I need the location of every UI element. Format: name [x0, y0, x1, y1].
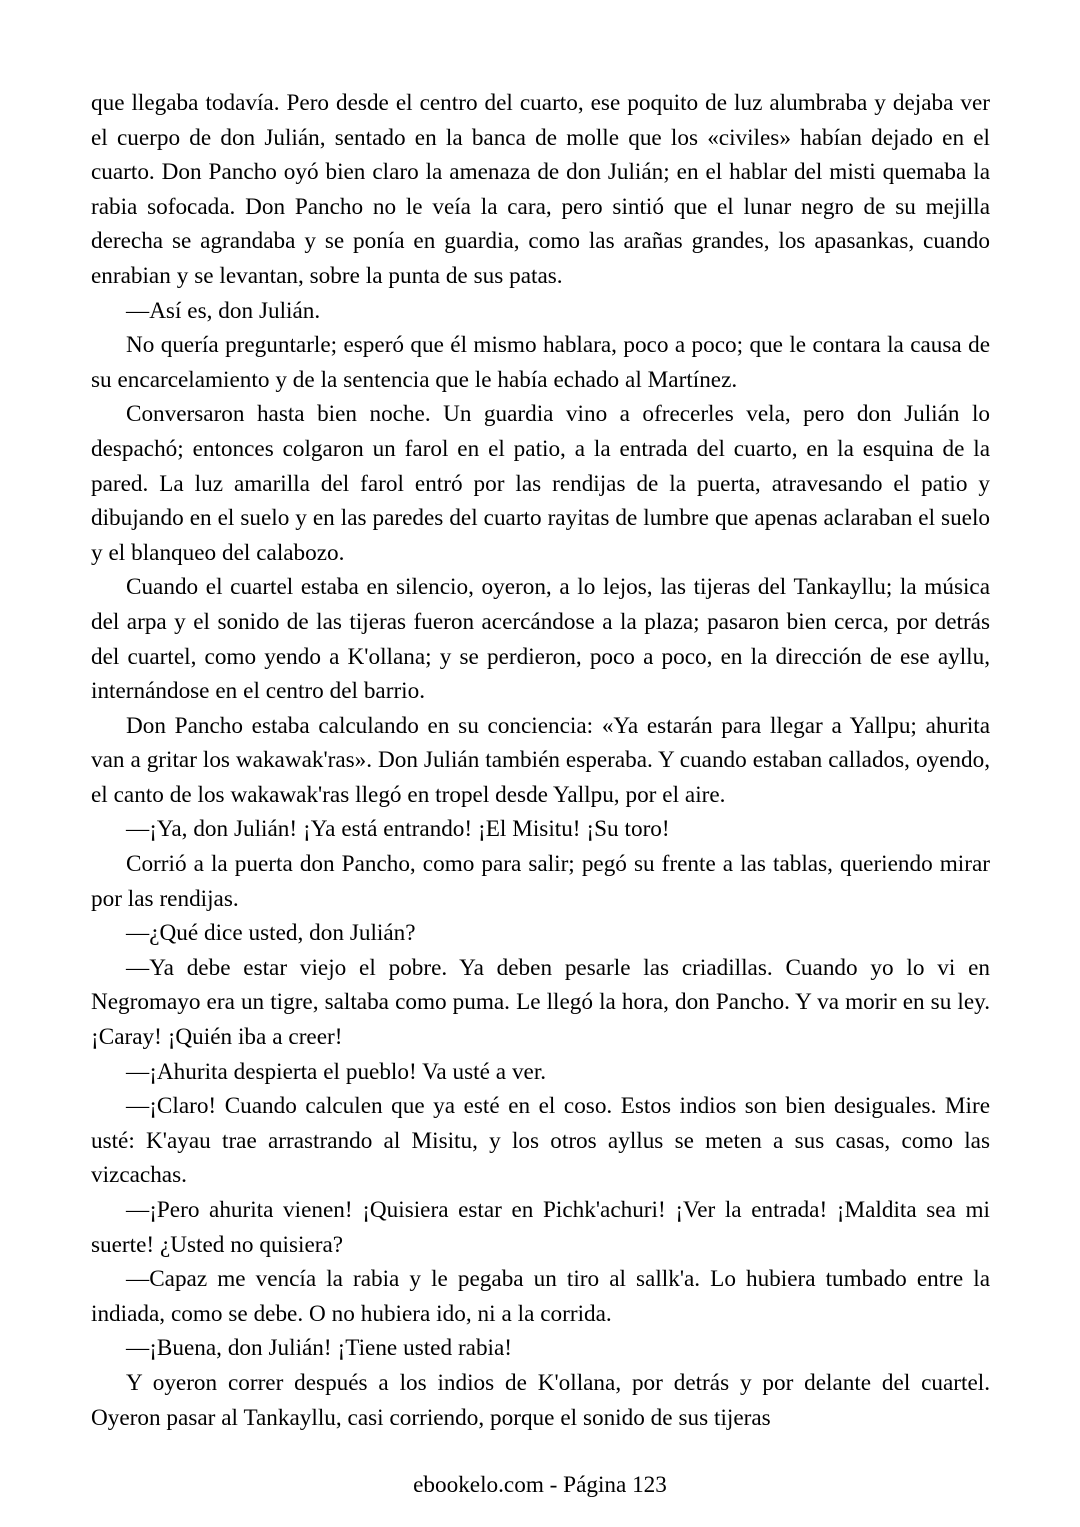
page-footer: ebookelo.com - Página 123 [413, 1472, 667, 1498]
paragraph-dialogue: —Ya debe estar viejo el pobre. Ya deben pesarle las criadillas. Cuando yo lo vi en Negromayo era un tigre, saltaba como puma. Le llegó la hora, don Pancho. Y va morir en su ley. ¡Caray! ¡Quién iba a creer! [91, 954, 990, 1051]
paragraph: Don Pancho estaba calculando en su conciencia: «Ya estarán para llegar a Yallpu; ahurita van a gritar los wakawak'ras». Don Julián también esperaba. Y cuando estaban callados, oyendo, el canto de los wakawak'ras llegó en tropel desde Yallpu, por el aire. [91, 712, 990, 808]
paragraph: No quería preguntarle; esperó que él mismo hablara, poco a poco; que le contara la causa de su encarcelamiento y de la sentencia que le había echado al Martínez. [91, 332, 990, 393]
paragraph-dialogue: —¡Ya, don Julián! ¡Ya está entrando! ¡El Misitu! ¡Su toro! [126, 816, 670, 843]
paragraph-dialogue: —¡Pero ahurita vienen! ¡Quisiera estar en Pichk'achuri! ¡Ver la entrada! ¡Maldita sea mi suerte! ¿Usted no quisiera? [91, 1197, 990, 1258]
paragraph-dialogue: —¡Ahurita despierta el pueblo! Va usté a ver. [126, 1058, 547, 1085]
body-text-column [91, 86, 990, 1435]
paragraph: Cuando el cuartel estaba en silencio, oyeron, a lo lejos, las tijeras del Tankayllu; la música del arpa y el sonido de las tijeras fueron acercándose a la plaza; pasaron bien cerca, por detrás del cuartel, como yendo a K'ollana; y se perdieron, poco a poco, en la dirección de ese ayllu, internándose en el centro del barrio. [91, 574, 990, 705]
paragraph: que llegaba todavía. Pero desde el centro del cuarto, ese poquito de luz alumbraba y dejaba ver el cuerpo de don Julián, sentado en la banca de molle que los «civiles» habían dejado en el cuarto. Don Pancho oyó bien claro la amenaza de don Julián; en el hablar del misti quemaba la rabia sofocada. Don Pancho no le veía la cara, pero sintió que el lunar negro de su mejilla derecha se agrandaba y se ponía en guardia, como las arañas grandes, los apasankas, cuando enrabian y se levantan, sobre la punta de sus patas. [91, 90, 990, 289]
paragraph: Conversaron hasta bien noche. Un guardia vino a ofrecerles vela, pero don Julián lo despachó; entonces colgaron un farol en el patio, a la entrada del cuarto, en la esquina de la pared. La luz amarilla del farol entró por las rendijas de la puerta, atravesando el patio y dibujando en el suelo y en las paredes del cuarto rayitas de lumbre que apenas aclaraban el suelo y el blanqueo del calabozo. [91, 401, 990, 566]
paragraph-dialogue: —Capaz me vencía la rabia y le pegaba un tiro al sallk'a. Lo hubiera tumbado entre la indiada, como se debe. O no hubiera ido, ni a la corrida. [91, 1266, 990, 1327]
paragraph-dialogue: —¡Claro! Cuando calculen que ya esté en el coso. Estos indios son bien desiguales. Mire usté: K'ayau trae arrastrando al Misitu, y los otros ayllus se meten a sus casas, como las vizcachas. [91, 1093, 990, 1189]
paragraph-dialogue: —Así es, don Julián. [126, 297, 321, 324]
paragraph-dialogue: —¡Buena, don Julián! ¡Tiene usted rabia! [126, 1335, 513, 1362]
paragraph: Y oyeron correr después a los indios de K'ollana, por detrás y por delante del cuartel. Oyeron pasar al Tankayllu, casi corriendo, porque el sonido de sus tijeras [91, 1369, 990, 1431]
paragraph: Corrió a la puerta don Pancho, como para salir; pegó su frente a las tablas, queriendo mirar por las rendijas. [91, 851, 990, 912]
paragraph-dialogue: —¿Qué dice usted, don Julián? [126, 920, 416, 947]
